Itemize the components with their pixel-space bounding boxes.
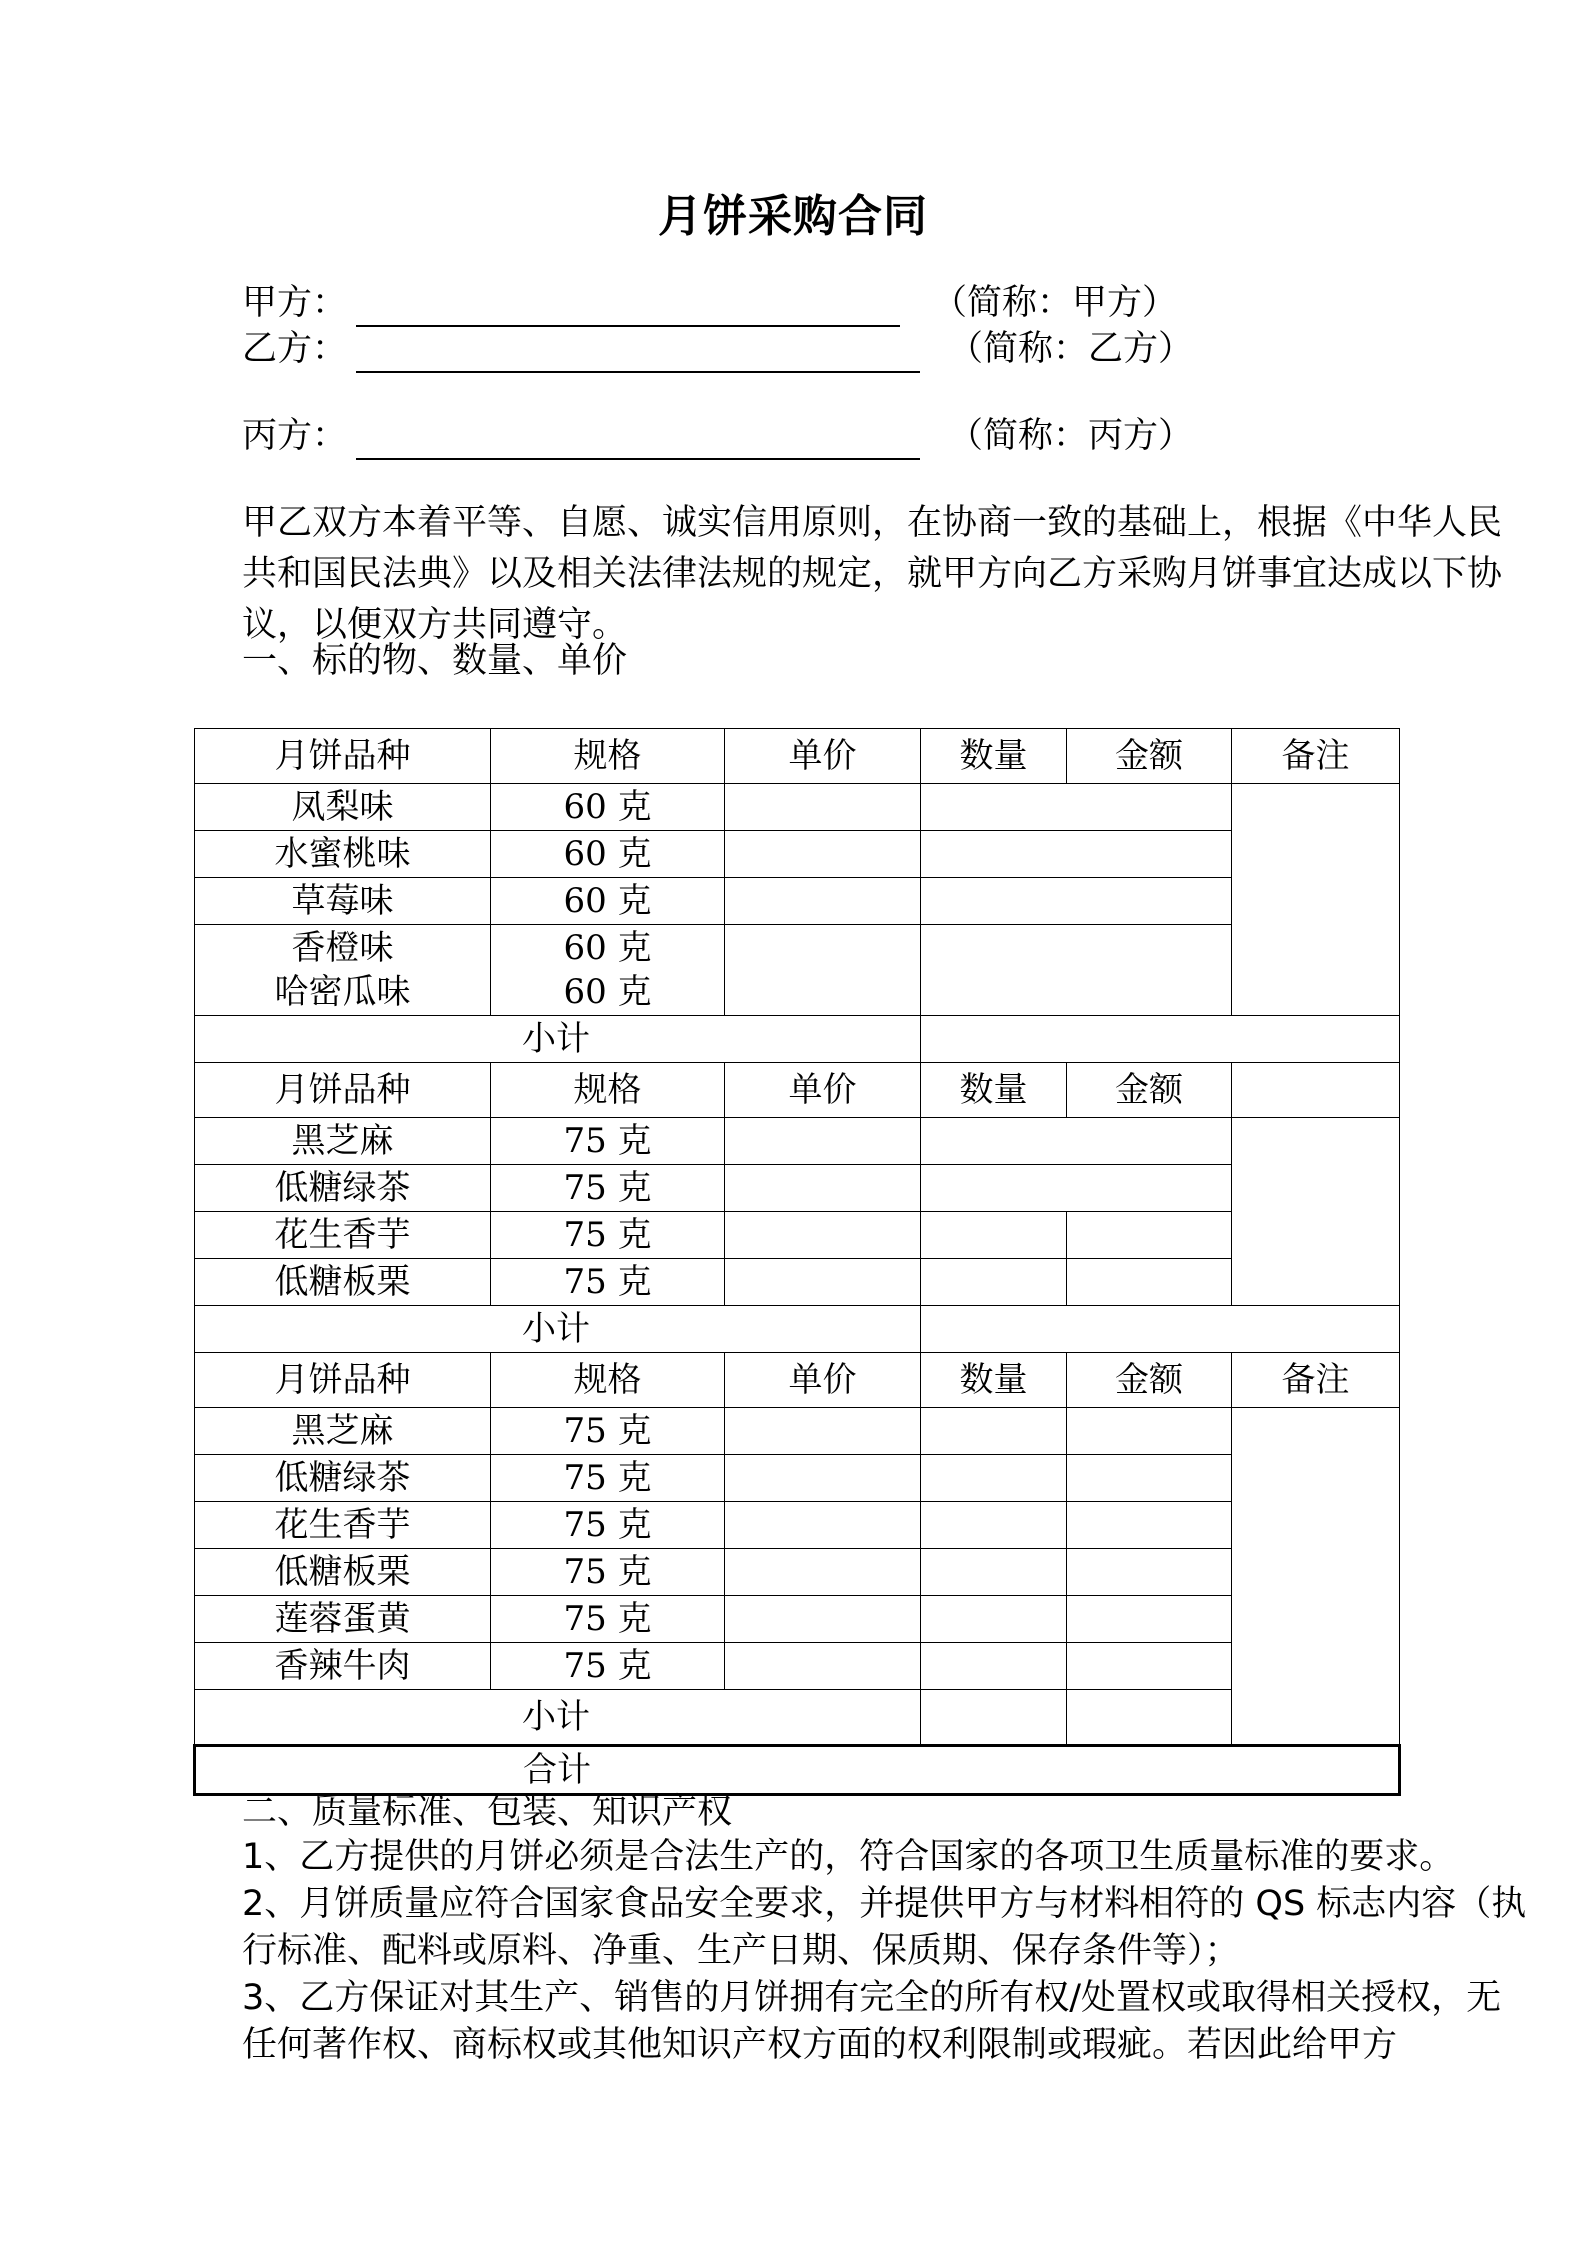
subtotal-row (195, 1306, 1400, 1353)
table-header-row (195, 1353, 1400, 1408)
cell-spec: 75 克 (491, 1455, 725, 1502)
cell-unit-price[interactable] (725, 1455, 921, 1502)
goods-table (193, 728, 1401, 1796)
cell-spec: 75 克 (491, 1165, 725, 1212)
party-a-label: 甲方： (242, 283, 348, 323)
header-amount: 金额 (1067, 729, 1232, 784)
cell-variety: 香橙味 哈密瓜味 (195, 925, 491, 1016)
cell-spec: 75 克 (491, 1596, 725, 1643)
header-variety: 月饼品种 (195, 729, 491, 784)
cell-spec: 75 克 (491, 1408, 725, 1455)
cell-variety: 水蜜桃味 (195, 831, 491, 878)
cell-quantity-amount[interactable] (921, 1118, 1232, 1165)
party-a-abbr: （简称：甲方） (932, 283, 1178, 323)
clause-2: 2、月饼质量应符合国家食品安全要求，并提供甲方与材料相符的 QS 标志内容（执行标准、配料或原料、净重、生产日期、保质期、保存条件等）； (242, 1884, 1527, 1971)
cell-unit-price[interactable] (725, 1596, 921, 1643)
table-row (195, 1212, 1400, 1259)
cell-spec: 75 克 (491, 1549, 725, 1596)
cell-note[interactable] (1232, 1118, 1400, 1306)
subtotal-quantity[interactable] (921, 1690, 1067, 1746)
header-unit-price: 单价 (725, 729, 921, 784)
subtotal-value[interactable] (921, 1306, 1400, 1353)
cell-spec: 75 克 (491, 1259, 725, 1306)
cell-unit-price[interactable] (725, 1118, 921, 1165)
cell-spec: 60 克 60 克 (491, 925, 725, 1016)
total-label: 合计 (195, 1746, 1400, 1795)
cell-variety: 花生香芋 (195, 1212, 491, 1259)
header-variety: 月饼品种 (195, 1353, 491, 1408)
subtotal-value[interactable] (921, 1016, 1400, 1063)
cell-unit-price[interactable] (725, 1165, 921, 1212)
table-row (195, 925, 1400, 1016)
cell-unit-price[interactable] (725, 784, 921, 831)
cell-quantity-amount[interactable] (921, 1165, 1232, 1212)
section-2-heading: 二、质量标准、包装、知识产权 (242, 1792, 733, 1832)
cell-quantity[interactable] (921, 1455, 1067, 1502)
party-b-label: 乙方： (242, 329, 348, 369)
header-unit-price: 单价 (725, 1353, 921, 1408)
header-spec: 规格 (491, 729, 725, 784)
table-row (195, 1455, 1400, 1502)
header-spec: 规格 (491, 1353, 725, 1408)
party-b-blank-line[interactable] (356, 371, 920, 373)
cell-unit-price[interactable] (725, 1212, 921, 1259)
table-row (195, 1259, 1400, 1306)
cell-quantity[interactable] (921, 1502, 1067, 1549)
header-quantity: 数量 (921, 1063, 1067, 1118)
cell-amount[interactable] (1067, 1259, 1232, 1306)
cell-variety: 香辣牛肉 (195, 1643, 491, 1690)
cell-variety: 低糖板栗 (195, 1549, 491, 1596)
cell-spec: 75 克 (491, 1118, 725, 1165)
subtotal-row (195, 1016, 1400, 1063)
table-row (195, 831, 1400, 878)
header-quantity: 数量 (921, 729, 1067, 784)
cell-unit-price[interactable] (725, 1259, 921, 1306)
cell-variety: 花生香芋 (195, 1502, 491, 1549)
cell-amount[interactable] (1067, 1643, 1232, 1690)
cell-variety: 凤梨味 (195, 784, 491, 831)
cell-unit-price[interactable] (725, 1549, 921, 1596)
header-note: 备注 (1232, 729, 1400, 784)
cell-amount[interactable] (1067, 1455, 1232, 1502)
cell-spec: 60 克 (491, 784, 725, 831)
table-row (195, 1643, 1400, 1690)
table-row (195, 784, 1400, 831)
subtotal-label: 小计 (195, 1690, 921, 1746)
party-b-abbr: （简称：乙方） (948, 329, 1194, 369)
cell-variety: 低糖绿茶 (195, 1165, 491, 1212)
subtotal-amount[interactable] (1067, 1690, 1232, 1746)
cell-unit-price[interactable] (725, 925, 921, 1016)
cell-quantity[interactable] (921, 1408, 1067, 1455)
header-blank (1232, 1063, 1400, 1118)
clause-1: 1、乙方提供的月饼必须是合法生产的，符合国家的各项卫生质量标准的要求。 (242, 1837, 1455, 1877)
table-row (195, 1549, 1400, 1596)
cell-amount[interactable] (1067, 1596, 1232, 1643)
cell-note[interactable] (1232, 784, 1400, 1016)
cell-quantity[interactable] (921, 1643, 1067, 1690)
table-row (195, 1502, 1400, 1549)
section-1-heading: 一、标的物、数量、单价 (242, 641, 628, 681)
header-unit-price: 单价 (725, 1063, 921, 1118)
document-title: 月饼采购合同 (658, 191, 928, 242)
cell-spec: 60 克 (491, 878, 725, 925)
cell-unit-price[interactable] (725, 1643, 921, 1690)
cell-quantity-amount[interactable] (921, 831, 1232, 878)
cell-variety: 低糖板栗 (195, 1259, 491, 1306)
cell-quantity-amount[interactable] (921, 925, 1232, 1016)
cell-spec: 60 克 (491, 831, 725, 878)
subtotal-label: 小计 (195, 1016, 921, 1063)
party-a-blank-line[interactable] (356, 325, 900, 327)
cell-variety: 莲蓉蛋黄 (195, 1596, 491, 1643)
subtotal-row (195, 1690, 1400, 1746)
cell-quantity[interactable] (921, 1549, 1067, 1596)
intro-paragraph: 甲乙双方本着平等、自愿、诚实信用原则，在协商一致的基础上，根据《中华人民共和国民法典》以及相关法律法规的规定，就甲方向乙方采购月饼事宜达成以下协议，以便双方共同遵守。 (242, 503, 1503, 645)
cell-spec: 75 克 (491, 1212, 725, 1259)
cell-unit-price[interactable] (725, 831, 921, 878)
table-header-row (195, 729, 1400, 784)
cell-amount[interactable] (1067, 1212, 1232, 1259)
cell-note[interactable] (1232, 1408, 1400, 1746)
header-amount: 金额 (1067, 1063, 1232, 1118)
cell-quantity[interactable] (921, 1259, 1067, 1306)
cell-quantity-amount[interactable] (921, 784, 1232, 831)
table-row (195, 1165, 1400, 1212)
cell-unit-price[interactable] (725, 878, 921, 925)
subtotal-label: 小计 (195, 1306, 921, 1353)
cell-amount[interactable] (1067, 1549, 1232, 1596)
cell-unit-price[interactable] (725, 1408, 921, 1455)
cell-amount[interactable] (1067, 1502, 1232, 1549)
cell-variety: 草莓味 (195, 878, 491, 925)
party-c-label: 丙方： (242, 416, 348, 456)
table-row (195, 1596, 1400, 1643)
cell-amount[interactable] (1067, 1408, 1232, 1455)
cell-quantity-amount[interactable] (921, 878, 1232, 925)
cell-variety: 黑芝麻 (195, 1118, 491, 1165)
header-variety: 月饼品种 (195, 1063, 491, 1118)
party-c-abbr: （简称：丙方） (948, 416, 1194, 456)
cell-quantity[interactable] (921, 1212, 1067, 1259)
table-row (195, 1408, 1400, 1455)
header-note: 备注 (1232, 1353, 1400, 1408)
header-quantity: 数量 (921, 1353, 1067, 1408)
clause-3: 3、乙方保证对其生产、销售的月饼拥有完全的所有权/处置权或取得相关授权，无任何著作权、商标权或其他知识产权方面的权利限制或瑕疵。若因此给甲方 (242, 1978, 1502, 2065)
cell-variety: 低糖绿茶 (195, 1455, 491, 1502)
table-header-row (195, 1063, 1400, 1118)
header-amount: 金额 (1067, 1353, 1232, 1408)
cell-variety: 黑芝麻 (195, 1408, 491, 1455)
cell-quantity[interactable] (921, 1596, 1067, 1643)
cell-spec: 75 克 (491, 1643, 725, 1690)
party-c-blank-line[interactable] (356, 458, 920, 460)
cell-unit-price[interactable] (725, 1502, 921, 1549)
table-row (195, 1118, 1400, 1165)
table-row (195, 878, 1400, 925)
header-spec: 规格 (491, 1063, 725, 1118)
cell-spec: 75 克 (491, 1502, 725, 1549)
